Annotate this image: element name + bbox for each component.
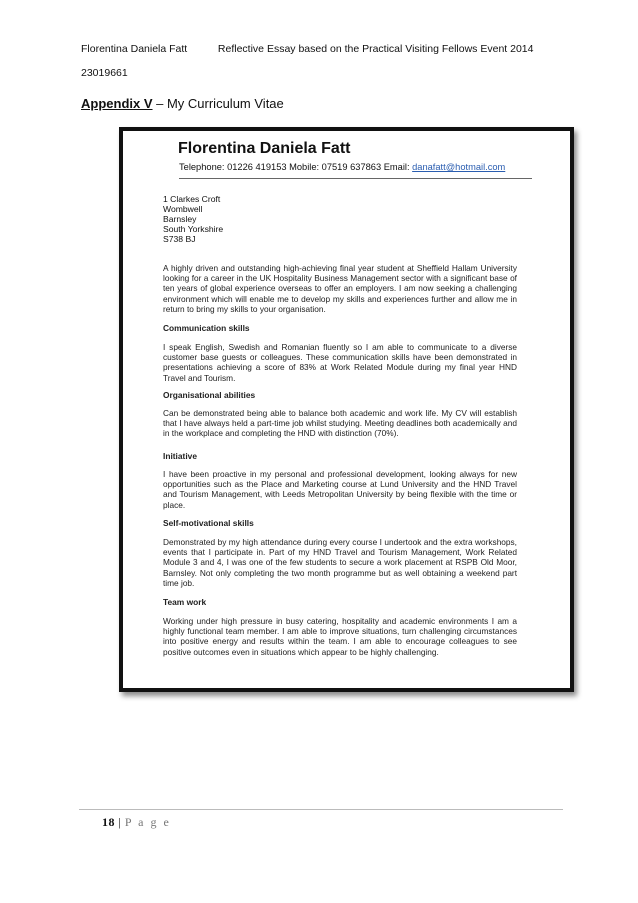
footer-divider [79, 809, 563, 810]
cv-heading-communication: Communication skills [163, 323, 250, 333]
cv-text-initiative: I have been proactive in my personal and professional development, looking always for new opportunities such as the Place and Marketing course at Lund University and the HND Travel and Tourism Management, with Leeds Metropolitan University by being flexible with the time or place. [163, 469, 517, 510]
address-line: 1 Clarkes Croft [163, 194, 221, 204]
header-author: Florentina Daniela Fatt [81, 43, 188, 55]
page-footer [102, 815, 171, 830]
appendix-title [81, 96, 284, 111]
cv-text-organisational: Can be demonstrated being able to balance both academic and work life. My CV will establish that I have always held a part-time job whilst studying. Meeting deadlines both academically and in the workplace and completing the HND with distinction (70%). [163, 408, 517, 439]
cv-address [163, 194, 223, 244]
page-number: 18 [102, 815, 115, 829]
cv-heading-organisational: Organisational abilities [163, 390, 256, 400]
header-title: Reflective Essay based on the Practical Visiting Fellows Event 2014 [217, 43, 534, 55]
appendix-subtitle: – My Curriculum Vitae [152, 96, 284, 111]
cv-heading-initiative: Initiative [163, 451, 197, 461]
address-line: Wombwell [163, 204, 203, 214]
address-line: Barnsley [163, 214, 197, 224]
cv-contact-line [179, 162, 505, 172]
student-id: 23019661 [81, 67, 128, 79]
cv-email-link[interactable]: danafatt@hotmail.com [412, 162, 506, 172]
cv-heading-team-work: Team work [163, 597, 207, 607]
cv-name: Florentina Daniela Fatt [178, 140, 351, 157]
cv-text-team-work: Working under high pressure in busy catering, hospitality and academic environments I am a highly functional team member. I am able to improve situations, turn challenging circumstances into positive energy and results within the team. I am able to encourage colleagues to see positive outcomes even in situations which appear to be highly challenging. [163, 616, 517, 657]
address-line: South Yorkshire [163, 224, 224, 234]
page-word: P a g e [124, 815, 171, 829]
cv-text-self-motivational: Demonstrated by my high attendance during every course I undertook and the extra workshops, events that I participate in. Part of my HND Travel and Tourism Management, Work Related Module 3 and 4, I was one of the few students to secure a work placement at RSPB Old Moor, Barnsley. Not only completing the two month programme but as well obtaining a weekend part time job. [163, 537, 517, 588]
cv-text-communication: I speak English, Swedish and Romanian fluently so I am able to communicate to a diverse customer base guests or colleagues. These communication skills have been demonstrated in presentations achieving a score of 83% at Work Related Module during my final year HND Travel and Tourism. [163, 342, 517, 383]
address-line: S738 BJ [163, 234, 196, 244]
cv-profile: A highly driven and outstanding high-achieving final year student at Sheffield Hallam University looking for a career in the UK Hospitality Business Management sector with a significant base of ten years of global experience overseas to offer an employers. I am now seeking a challenging environment which will enable me to develop my skills and experiences further and allow me in return to bring my skills to your organisation. [163, 263, 517, 314]
appendix-label: Appendix V [81, 96, 153, 111]
cv-contact-details: Telephone: 01226 419153 Mobile: 07519 637863 Email: [179, 162, 413, 172]
document-header [81, 43, 533, 55]
page-separator: | [115, 815, 125, 829]
cv-divider [179, 178, 532, 179]
cv-heading-self-motivational: Self-motivational skills [163, 518, 254, 528]
